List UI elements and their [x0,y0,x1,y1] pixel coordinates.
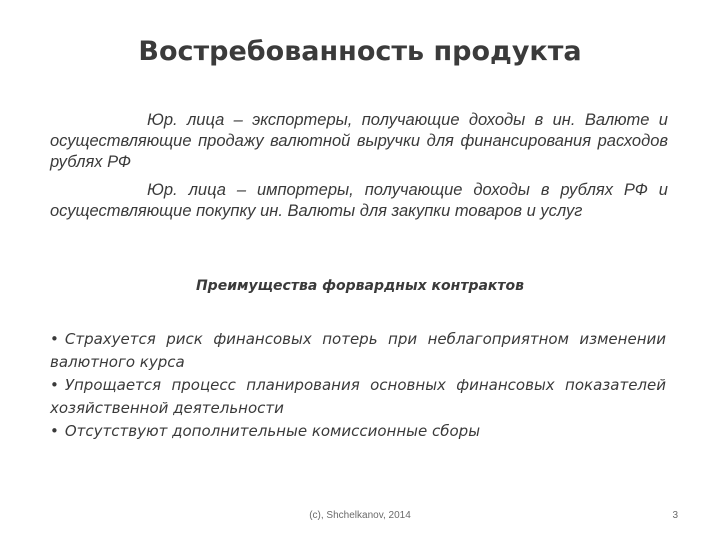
benefits-list [50,328,666,443]
benefit-text: Страхуется риск финансовых потерь при неблагоприятном изменении валютного курса [50,330,666,371]
benefits-heading: Преимущества форвардных контрактов [195,278,525,294]
benefit-text: Упрощается процесс планирования основных финансовых показателей хозяйственной деятельности [50,376,666,417]
benefit-text: Отсутствуют дополнительные комиссионные сборы [64,422,481,440]
exporters-paragraph: Юр. лица – экспортеры, получающие доходы в ин. Валюте и осуществляющие продажу валютной выручки для финансирования расходов рублях РФ [50,111,668,171]
footer-credit: (c), Shchelkanov, 2014 [309,510,411,521]
benefit-item [50,328,666,374]
benefit-item [50,374,666,420]
bullet-icon: • [50,422,59,440]
bullet-icon: • [50,330,59,348]
bullet-icon: • [50,376,59,394]
importers-paragraph: Юр. лица – импортеры, получающие доходы в рублях РФ и осуществляющие покупку ин. Валюты для закупки товаров и услуг [50,181,668,220]
page-number: 3 [672,510,678,521]
slide-title: Востребованность продукта [138,36,582,67]
benefit-item [50,420,666,443]
